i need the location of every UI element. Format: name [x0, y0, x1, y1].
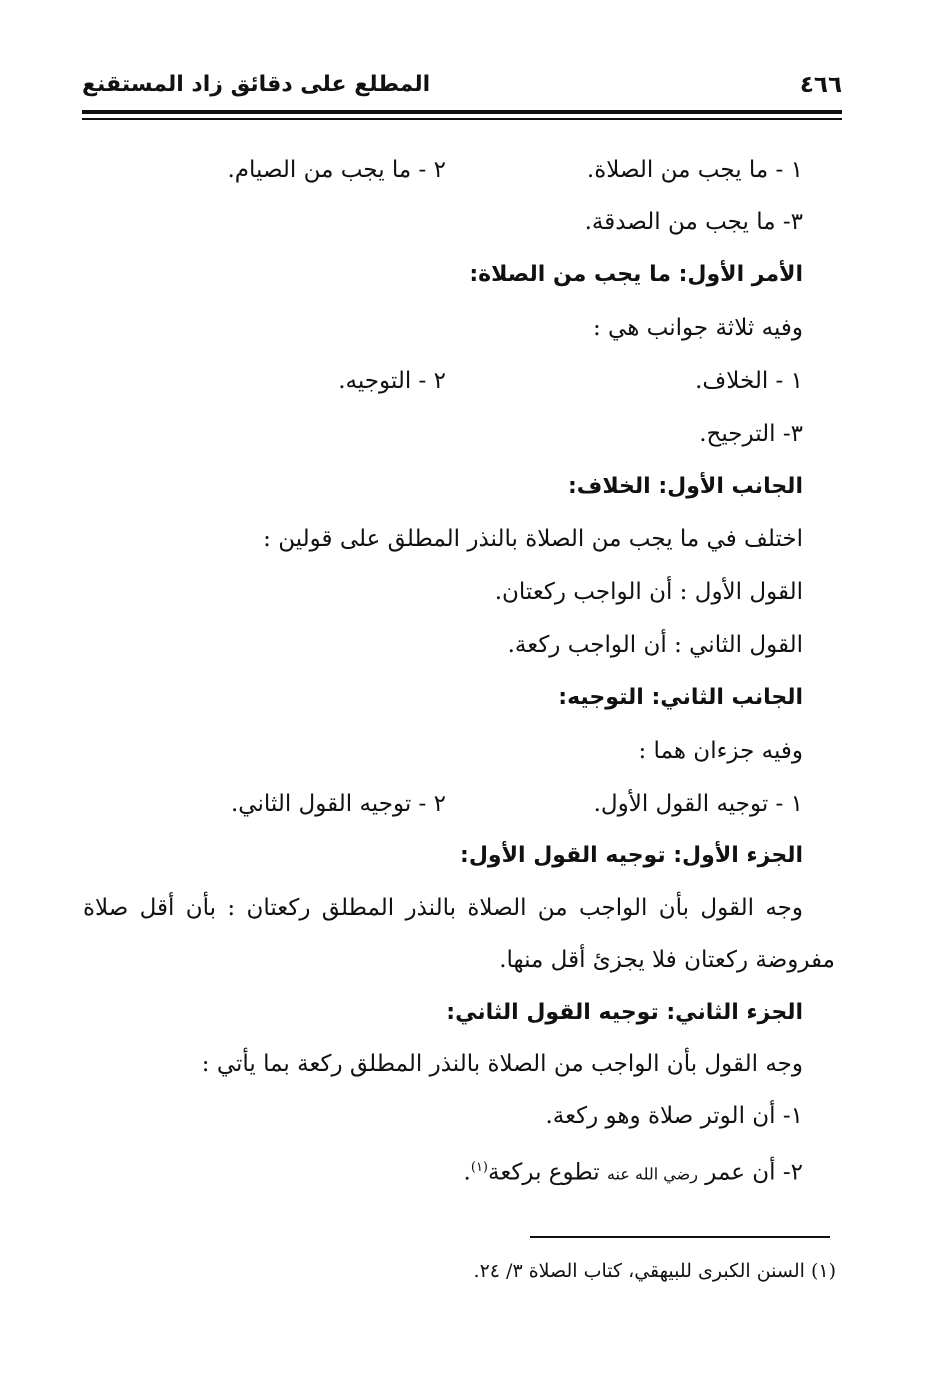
footnote: (١) السنن الكبرى للبيهقي، كتاب الصلاة ٣/ ٢٤.: [473, 1260, 836, 1282]
list-item: ٣- الترجيح.: [699, 421, 803, 447]
list-item: ٢ - التوجيه.: [338, 368, 446, 394]
section-heading: الأمر الأول: ما يجب من الصلاة:: [469, 262, 803, 287]
paragraph: مفروضة ركعتان فلا يجزئ أقل منها.: [499, 947, 835, 973]
paragraph: القول الثاني : أن الواجب ركعة.: [507, 632, 803, 658]
header-rule-thin: [82, 118, 842, 120]
list-item: ٢ - توجيه القول الثاني.: [230, 791, 446, 817]
list-item: ٣- ما يجب من الصدقة.: [584, 209, 803, 235]
list-item: ١ - ما يجب من الصلاة.: [586, 157, 803, 183]
honorific-glyph: رضي الله عنه: [606, 1164, 698, 1184]
list-item-text: تطوع بركعة: [488, 1159, 600, 1186]
section-heading: الجانب الأول: الخلاف:: [568, 474, 803, 499]
page-header: [82, 72, 842, 104]
paragraph: القول الأول : أن الواجب ركعتان.: [494, 579, 803, 605]
paragraph: اختلف في ما يجب من الصلاة بالنذر المطلق على قولين :: [263, 526, 803, 552]
list-item: ٢ - ما يجب من الصيام.: [227, 157, 446, 183]
list-item-text: ٢- أن عمر: [705, 1159, 803, 1186]
section-heading: الجانب الثاني: التوجيه:: [558, 685, 803, 710]
paragraph: وجه القول بأن الواجب من الصلاة بالنذر المطلق ركعتان : بأن أقل صلاة: [83, 895, 803, 921]
header-rule-thick: [82, 110, 842, 114]
footnote-reference: (١): [470, 1160, 488, 1175]
paragraph: وفيه جزءان هما :: [638, 738, 803, 764]
list-item: ١ - الخلاف.: [695, 368, 803, 394]
page-number: ٤٦٦: [799, 72, 842, 98]
list-item: ١- أن الوتر صلاة وهو ركعة.: [545, 1103, 803, 1129]
running-title: المطلع على دقائق زاد المستقنع: [82, 72, 431, 97]
section-heading: الجزء الأول: توجيه القول الأول:: [460, 843, 803, 868]
footnote-rule: [530, 1236, 830, 1238]
list-item: ١ - توجيه القول الأول.: [593, 791, 803, 817]
list-item: [464, 1150, 803, 1193]
list-item-text: .: [463, 1159, 471, 1186]
section-heading: الجزء الثاني: توجيه القول الثاني:: [446, 1000, 803, 1025]
paragraph: وفيه ثلاثة جوانب هي :: [593, 315, 803, 341]
paragraph: وجه القول بأن الواجب من الصلاة بالنذر المطلق ركعة بما يأتي :: [201, 1051, 803, 1077]
